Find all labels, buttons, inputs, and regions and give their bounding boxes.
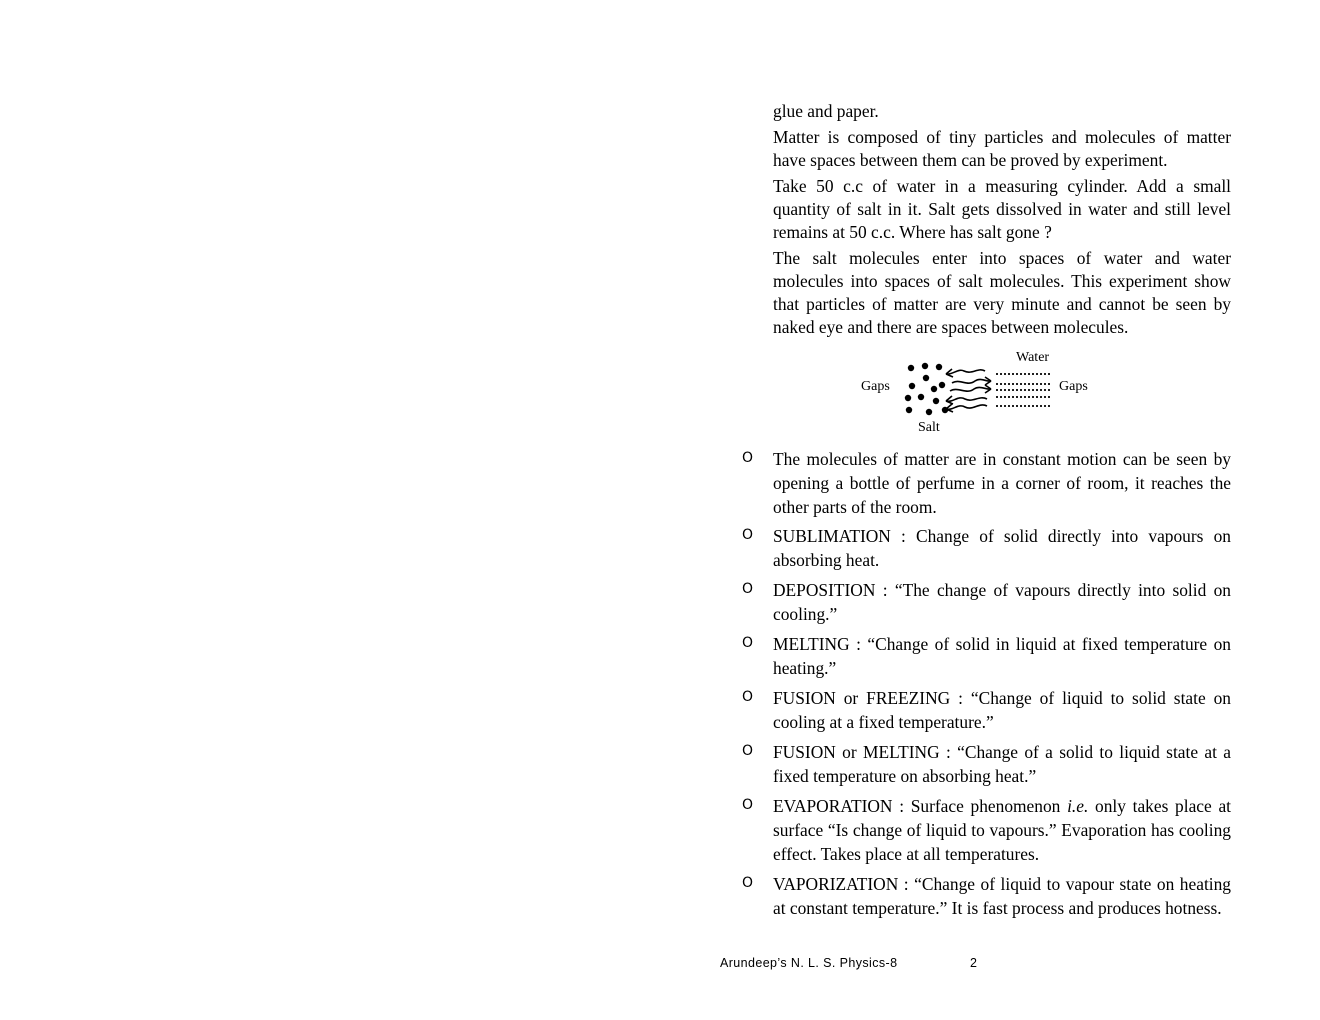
arrow-left <box>946 370 985 374</box>
salt-particle <box>918 394 924 400</box>
arrow-right <box>952 379 991 383</box>
bullet-circle-icon: O <box>742 743 754 759</box>
arrow-left <box>946 405 987 409</box>
footer-book-title: Arundeep’s N. L. S. Physics-8 <box>720 956 898 970</box>
list-item-emphasis: i.e. <box>1067 796 1089 816</box>
label-water: Water <box>1016 350 1050 365</box>
list-item-text: EVAPORATION : Surface phenomenon <box>773 796 1068 816</box>
salt-particles <box>905 363 948 415</box>
paragraph: The salt molecules enter into spaces of water and water molecules into spaces of salt molecules. This experiment show that particles of matter are very minute and cannot be seen by naked eye and there are spaces between molecules. <box>773 248 1231 337</box>
paragraph: Matter is composed of tiny particles and molecules of matter have spaces between them can be proved by experiment. <box>773 127 1231 170</box>
label-salt: Salt <box>918 420 940 435</box>
salt-water-diagram <box>850 343 1110 439</box>
bullet-circle-icon: O <box>742 527 754 543</box>
salt-particle <box>909 383 915 389</box>
bullet-circle-icon: O <box>742 581 754 597</box>
list-item-text: DEPOSITION : “The change of vapours directly into solid on cooling.” <box>773 580 1231 624</box>
list-item <box>740 447 1231 519</box>
bullet-circle-icon: O <box>742 689 754 705</box>
salt-particle <box>936 364 942 370</box>
label-gaps-left: Gaps <box>861 379 890 394</box>
list-item-text-cont: only takes place at surface “Is change of liquid to vapours.” Evaporation has cooling effect. Takes place at all temperatures. <box>773 796 1231 864</box>
list-item <box>740 524 1231 572</box>
body-text <box>773 100 1231 342</box>
bullet-circle-icon: O <box>742 635 754 651</box>
salt-particle <box>923 375 929 381</box>
list-item-text: SUBLIMATION : Change of solid directly into vapours on absorbing heat. <box>773 526 1231 570</box>
list-item-text: FUSION or FREEZING : “Change of liquid to solid state on cooling at a fixed temperature.” <box>773 688 1231 732</box>
list-item-text: VAPORIZATION : “Change of liquid to vapour state on heating at constant temperature.” It is fast process and produces hotness. <box>773 874 1231 918</box>
water-layers <box>996 374 1051 406</box>
list-item <box>740 632 1231 680</box>
list-item <box>740 872 1231 920</box>
salt-particle <box>939 382 945 388</box>
salt-particle <box>933 398 939 404</box>
salt-particle <box>906 407 912 413</box>
list-item <box>740 794 1231 866</box>
wavy-arrows <box>946 369 991 412</box>
list-item-text: FUSION or MELTING : “Change of a solid to liquid state at a fixed temperature on absorbing heat.” <box>773 742 1231 786</box>
salt-particle <box>931 386 937 392</box>
list-item-text: The molecules of matter are in constant motion can be seen by opening a bottle of perfume in a corner of room, it reaches the other parts of the room. <box>773 449 1231 517</box>
arrow-right <box>950 387 991 391</box>
list-item-text: MELTING : “Change of solid in liquid at fixed temperature on heating.” <box>773 634 1231 678</box>
bullet-circle-icon: O <box>742 797 754 813</box>
salt-particle <box>922 363 928 369</box>
bullet-circle-icon: O <box>742 875 754 891</box>
paragraph: glue and paper. <box>773 101 879 121</box>
list-item <box>740 578 1231 626</box>
arrow-left <box>946 398 987 401</box>
list-item <box>740 686 1231 734</box>
bullet-circle-icon: O <box>742 450 754 466</box>
list-item <box>740 740 1231 788</box>
salt-particle <box>926 409 932 415</box>
footer-page-number: 2 <box>970 956 977 970</box>
bullet-list <box>740 447 1231 926</box>
salt-particle <box>908 365 914 371</box>
paragraph: Take 50 c.c of water in a measuring cylinder. Add a small quantity of salt in it. Salt gets dissolved in water and still level remains at 50 c.c. Where has salt gone ? <box>773 176 1231 242</box>
salt-particle <box>905 395 911 401</box>
diagram-svg <box>850 343 1110 439</box>
label-gaps-right: Gaps <box>1059 379 1088 394</box>
